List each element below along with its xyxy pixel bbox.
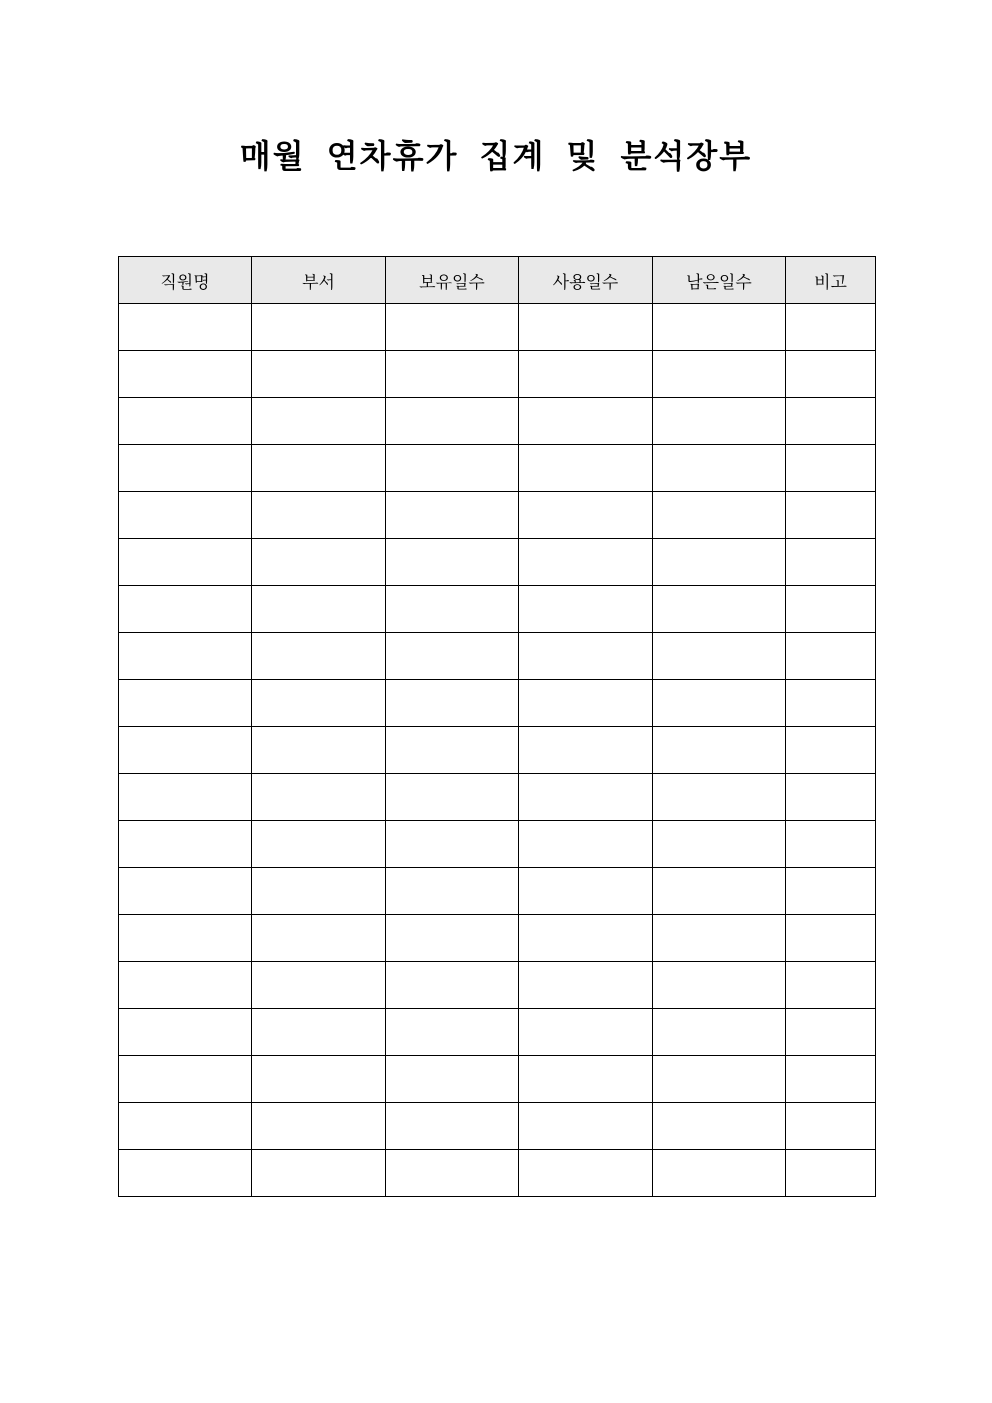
employee-name-cell[interactable] bbox=[119, 1103, 252, 1150]
department-cell[interactable] bbox=[252, 821, 386, 868]
employee-name-cell[interactable] bbox=[119, 304, 252, 351]
days-used-cell[interactable] bbox=[519, 915, 653, 962]
department-cell[interactable] bbox=[252, 1150, 386, 1197]
remarks-cell[interactable] bbox=[786, 1056, 876, 1103]
employee-name-cell[interactable] bbox=[119, 821, 252, 868]
department-cell[interactable] bbox=[252, 1103, 386, 1150]
days-held-cell[interactable] bbox=[386, 304, 519, 351]
department-cell[interactable] bbox=[252, 398, 386, 445]
remarks-cell[interactable] bbox=[786, 680, 876, 727]
employee-name-cell[interactable] bbox=[119, 492, 252, 539]
page-title: 매월 연차휴가 집계 및 분석장부 bbox=[239, 137, 753, 175]
remarks-cell[interactable] bbox=[786, 915, 876, 962]
table-row bbox=[119, 680, 876, 727]
days-remaining-cell[interactable] bbox=[653, 1009, 786, 1056]
table-row bbox=[119, 398, 876, 445]
days-held-cell[interactable] bbox=[386, 539, 519, 586]
department-cell[interactable] bbox=[252, 680, 386, 727]
days-held-cell[interactable] bbox=[386, 868, 519, 915]
days-held-cell[interactable] bbox=[386, 1009, 519, 1056]
days-used-cell[interactable] bbox=[519, 868, 653, 915]
department-cell[interactable] bbox=[252, 868, 386, 915]
department-cell[interactable] bbox=[252, 586, 386, 633]
days-held-cell[interactable] bbox=[386, 586, 519, 633]
days-remaining-cell[interactable] bbox=[653, 680, 786, 727]
days-used-cell[interactable] bbox=[519, 304, 653, 351]
department-cell[interactable] bbox=[252, 539, 386, 586]
days-held-cell[interactable] bbox=[386, 1056, 519, 1103]
days-used-cell[interactable] bbox=[519, 1103, 653, 1150]
days-held-cell[interactable] bbox=[386, 633, 519, 680]
table-row bbox=[119, 539, 876, 586]
days-remaining-cell[interactable] bbox=[653, 633, 786, 680]
days-held-cell[interactable] bbox=[386, 727, 519, 774]
days-held-cell[interactable] bbox=[386, 445, 519, 492]
days-held-cell[interactable] bbox=[386, 821, 519, 868]
days-used-cell[interactable] bbox=[519, 680, 653, 727]
table-row bbox=[119, 351, 876, 398]
column-header-employee-name: 직원명 bbox=[119, 257, 252, 304]
days-remaining-cell[interactable] bbox=[653, 774, 786, 821]
table-row bbox=[119, 633, 876, 680]
days-remaining-cell[interactable] bbox=[653, 445, 786, 492]
table-row bbox=[119, 445, 876, 492]
days-held-cell[interactable] bbox=[386, 492, 519, 539]
column-header-days-used: 사용일수 bbox=[519, 257, 653, 304]
days-remaining-cell[interactable] bbox=[653, 1150, 786, 1197]
department-cell[interactable] bbox=[252, 774, 386, 821]
employee-name-cell[interactable] bbox=[119, 1150, 252, 1197]
days-remaining-cell[interactable] bbox=[653, 351, 786, 398]
days-remaining-cell[interactable] bbox=[653, 1056, 786, 1103]
days-held-cell[interactable] bbox=[386, 774, 519, 821]
days-used-cell[interactable] bbox=[519, 492, 653, 539]
days-used-cell[interactable] bbox=[519, 445, 653, 492]
remarks-cell[interactable] bbox=[786, 774, 876, 821]
days-remaining-cell[interactable] bbox=[653, 492, 786, 539]
table-row bbox=[119, 821, 876, 868]
days-used-cell[interactable] bbox=[519, 821, 653, 868]
table-row bbox=[119, 868, 876, 915]
table-row bbox=[119, 492, 876, 539]
employee-name-cell[interactable] bbox=[119, 351, 252, 398]
table-row bbox=[119, 727, 876, 774]
column-header-days-held: 보유일수 bbox=[386, 257, 519, 304]
days-remaining-cell[interactable] bbox=[653, 868, 786, 915]
leave-ledger-table bbox=[118, 256, 876, 1197]
table-row bbox=[119, 586, 876, 633]
days-used-cell[interactable] bbox=[519, 962, 653, 1009]
days-remaining-cell[interactable] bbox=[653, 304, 786, 351]
days-used-cell[interactable] bbox=[519, 727, 653, 774]
days-used-cell[interactable] bbox=[519, 1150, 653, 1197]
employee-name-cell[interactable] bbox=[119, 445, 252, 492]
table-row bbox=[119, 774, 876, 821]
department-cell[interactable] bbox=[252, 445, 386, 492]
days-remaining-cell[interactable] bbox=[653, 915, 786, 962]
department-cell[interactable] bbox=[252, 633, 386, 680]
remarks-cell[interactable] bbox=[786, 1103, 876, 1150]
days-held-cell[interactable] bbox=[386, 680, 519, 727]
remarks-cell[interactable] bbox=[786, 633, 876, 680]
employee-name-cell[interactable] bbox=[119, 727, 252, 774]
employee-name-cell[interactable] bbox=[119, 774, 252, 821]
days-held-cell[interactable] bbox=[386, 1150, 519, 1197]
days-remaining-cell[interactable] bbox=[653, 398, 786, 445]
table-row bbox=[119, 1009, 876, 1056]
days-remaining-cell[interactable] bbox=[653, 962, 786, 1009]
department-cell[interactable] bbox=[252, 492, 386, 539]
remarks-cell[interactable] bbox=[786, 962, 876, 1009]
days-held-cell[interactable] bbox=[386, 351, 519, 398]
remarks-cell[interactable] bbox=[786, 1009, 876, 1056]
days-used-cell[interactable] bbox=[519, 539, 653, 586]
remarks-cell[interactable] bbox=[786, 727, 876, 774]
remarks-cell[interactable] bbox=[786, 445, 876, 492]
department-cell[interactable] bbox=[252, 351, 386, 398]
days-held-cell[interactable] bbox=[386, 962, 519, 1009]
table-row bbox=[119, 1103, 876, 1150]
column-header-department: 부서 bbox=[252, 257, 386, 304]
days-used-cell[interactable] bbox=[519, 1009, 653, 1056]
table-header-row bbox=[119, 257, 876, 304]
remarks-cell[interactable] bbox=[786, 821, 876, 868]
days-held-cell[interactable] bbox=[386, 915, 519, 962]
days-held-cell[interactable] bbox=[386, 1103, 519, 1150]
days-used-cell[interactable] bbox=[519, 398, 653, 445]
department-cell[interactable] bbox=[252, 1056, 386, 1103]
days-remaining-cell[interactable] bbox=[653, 539, 786, 586]
remarks-cell[interactable] bbox=[786, 868, 876, 915]
table-body bbox=[119, 304, 876, 1197]
remarks-cell[interactable] bbox=[786, 398, 876, 445]
days-used-cell[interactable] bbox=[519, 351, 653, 398]
department-cell[interactable] bbox=[252, 1009, 386, 1056]
remarks-cell[interactable] bbox=[786, 492, 876, 539]
employee-name-cell[interactable] bbox=[119, 1056, 252, 1103]
days-remaining-cell[interactable] bbox=[653, 1103, 786, 1150]
department-cell[interactable] bbox=[252, 915, 386, 962]
days-remaining-cell[interactable] bbox=[653, 586, 786, 633]
department-cell[interactable] bbox=[252, 304, 386, 351]
employee-name-cell[interactable] bbox=[119, 962, 252, 1009]
remarks-cell[interactable] bbox=[786, 539, 876, 586]
table-row bbox=[119, 304, 876, 351]
remarks-cell[interactable] bbox=[786, 304, 876, 351]
remarks-cell[interactable] bbox=[786, 351, 876, 398]
table-row bbox=[119, 1150, 876, 1197]
remarks-cell[interactable] bbox=[786, 586, 876, 633]
employee-name-cell[interactable] bbox=[119, 633, 252, 680]
column-header-days-remaining: 남은일수 bbox=[653, 257, 786, 304]
employee-name-cell[interactable] bbox=[119, 868, 252, 915]
employee-name-cell[interactable] bbox=[119, 680, 252, 727]
days-remaining-cell[interactable] bbox=[653, 727, 786, 774]
employee-name-cell[interactable] bbox=[119, 915, 252, 962]
table-row bbox=[119, 1056, 876, 1103]
column-header-remarks: 비고 bbox=[786, 257, 876, 304]
days-used-cell[interactable] bbox=[519, 633, 653, 680]
days-used-cell[interactable] bbox=[519, 1056, 653, 1103]
table-row bbox=[119, 915, 876, 962]
department-cell[interactable] bbox=[252, 962, 386, 1009]
days-used-cell[interactable] bbox=[519, 774, 653, 821]
days-used-cell[interactable] bbox=[519, 586, 653, 633]
days-remaining-cell[interactable] bbox=[653, 821, 786, 868]
remarks-cell[interactable] bbox=[786, 1150, 876, 1197]
employee-name-cell[interactable] bbox=[119, 586, 252, 633]
employee-name-cell[interactable] bbox=[119, 539, 252, 586]
department-cell[interactable] bbox=[252, 727, 386, 774]
days-held-cell[interactable] bbox=[386, 398, 519, 445]
employee-name-cell[interactable] bbox=[119, 398, 252, 445]
table-row bbox=[119, 962, 876, 1009]
employee-name-cell[interactable] bbox=[119, 1009, 252, 1056]
